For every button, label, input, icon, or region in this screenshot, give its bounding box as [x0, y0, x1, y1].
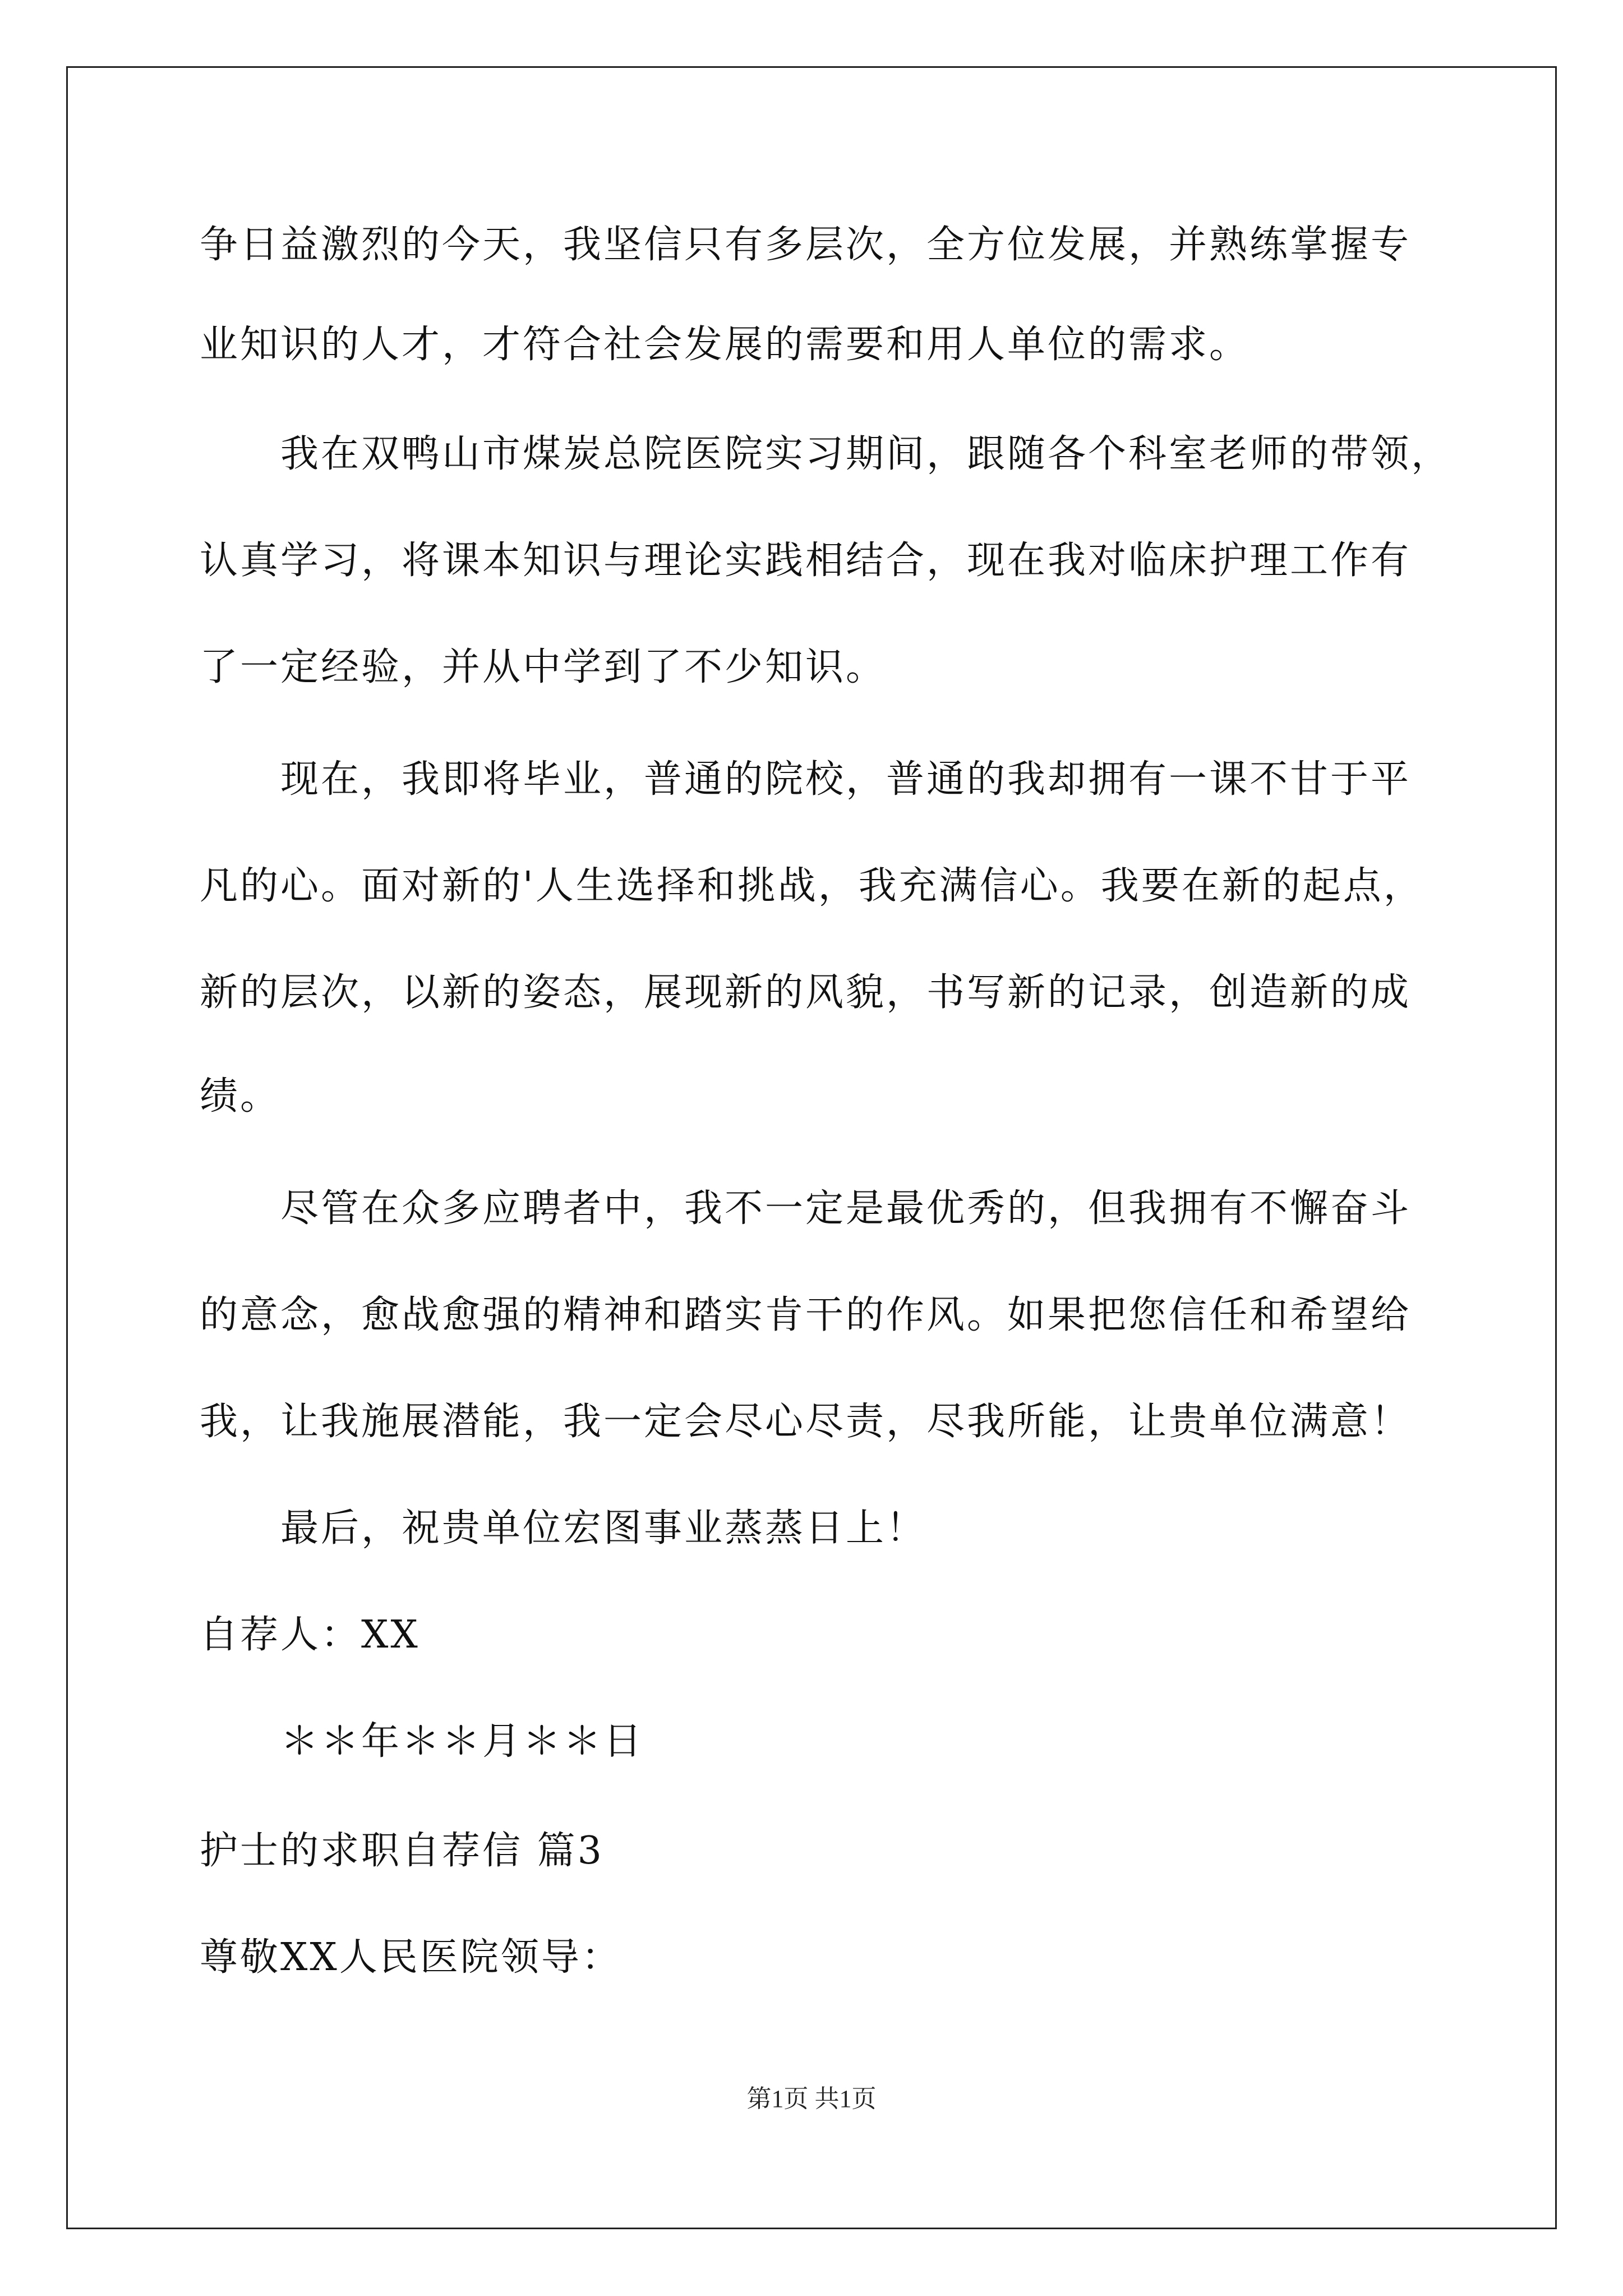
section-title: 护士的求职自荐信 篇3	[200, 1829, 604, 1873]
body-line: 绩。	[200, 1074, 281, 1119]
signature-line: 自荐人：XX	[200, 1613, 420, 1657]
paragraph-start-line: 尽管在众多应聘者中，我不一定是最优秀的，但我拥有不懈奋斗	[280, 1186, 1412, 1231]
body-line: 争日益激烈的今天，我坚信只有多层次，全方位发展，并熟练掌握专	[200, 223, 1412, 267]
closing-wish-line: 最后，祝贵单位宏图事业蒸蒸日上！	[280, 1506, 927, 1550]
body-line: 了一定经验，并从中学到了不少知识。	[200, 645, 887, 689]
body-line: 新的层次，以新的姿态，展现新的风貌，书写新的记录，创造新的成	[200, 970, 1412, 1015]
body-line: 业知识的人才，才符合社会发展的需要和用人单位的需求。	[200, 323, 1250, 367]
body-line: 凡的心。面对新的'人生选择和挑战，我充满信心。我要在新的起点，	[200, 864, 1424, 908]
body-line: 认真学习，将课本知识与理论实践相结合，现在我对临床护理工作有	[200, 539, 1412, 583]
page-border	[66, 66, 1557, 2229]
date-line: ＊＊年＊＊月＊＊日	[280, 1719, 644, 1764]
paragraph-start-line: 我在双鸭山市煤炭总院医院实习期间，跟随各个科室老师的带领，	[280, 432, 1452, 476]
salutation-line: 尊敬XX人民医院领导：	[200, 1935, 622, 1980]
body-line: 我，让我施展潜能，我一定会尽心尽责，尽我所能，让贵单位满意！	[200, 1400, 1412, 1444]
page-number-footer: 第1页 共1页	[746, 2085, 877, 2113]
paragraph-start-line: 现在，我即将毕业，普通的院校，普通的我却拥有一课不甘于平	[280, 757, 1412, 802]
body-line: 的意念，愈战愈强的精神和踏实肯干的作风。如果把您信任和希望给	[200, 1293, 1412, 1337]
